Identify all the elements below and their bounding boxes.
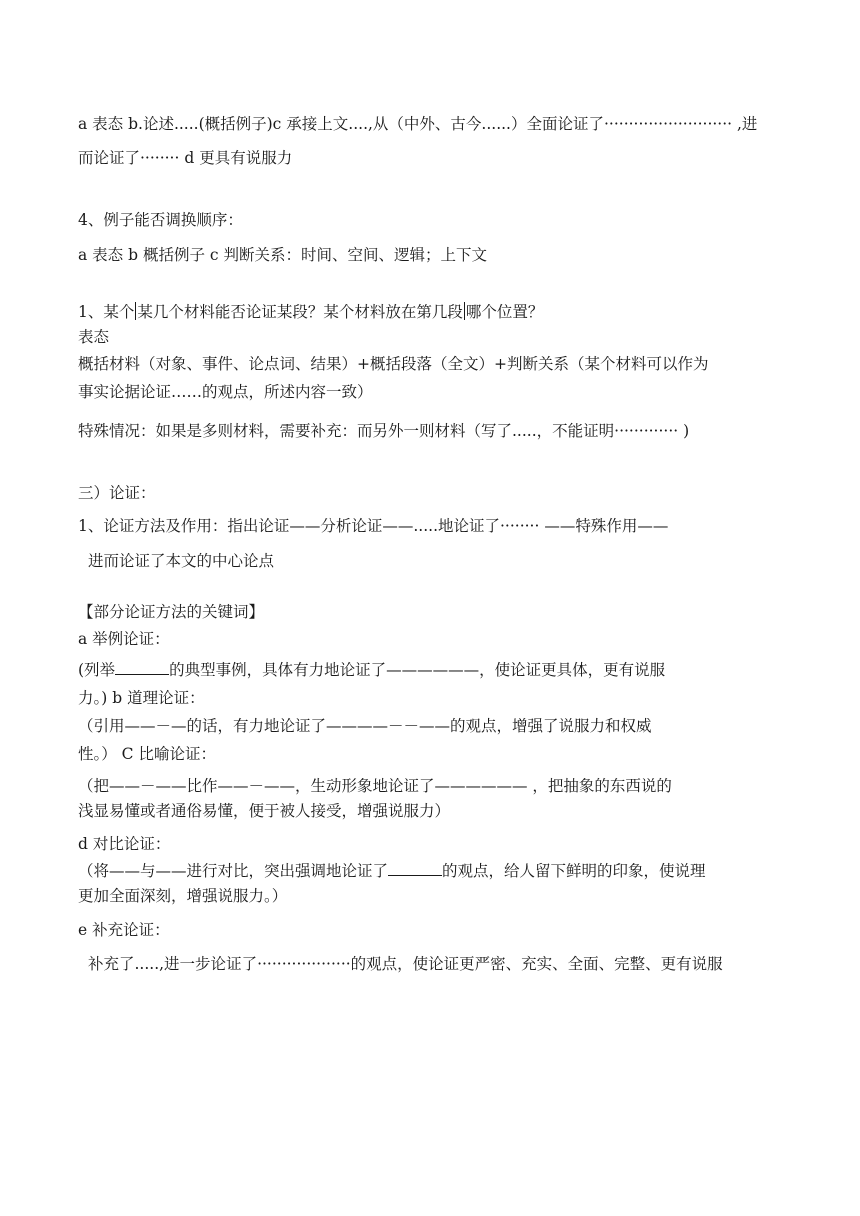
- text-line: [78, 660, 665, 680]
- text-line: a 表态 b.论述.....(概括例子)c 承接上文....,从（中外、古今......）全面论证了·························· ,进: [78, 115, 758, 133]
- method-title: d 对比论证：: [78, 835, 171, 853]
- text-line: （把——－——比作——－——，生动形象地论证了—————— ，把抽象的东西说的: [78, 777, 672, 795]
- text-line: 概括材料（对象、事件、论点词、结果）+概括段落（全文）+判断关系（某个材料可以作为: [78, 355, 709, 373]
- text-part: 的典型事例，具体有力地论证了——————，使论证更具体，更有说服: [169, 661, 666, 679]
- text-line: 更加全面深刻，增强说服力。）: [78, 887, 288, 905]
- section-title: [78, 302, 543, 322]
- section-heading: 三）论证：: [78, 484, 156, 502]
- text-line: 浅显易懂或者通俗易懂，便于被人接受，增强说服力）: [78, 802, 451, 820]
- fill-blank: [388, 861, 442, 876]
- text-line: [78, 861, 706, 881]
- text-part: （将——与——进行对比，突出强调地论证了: [78, 862, 389, 880]
- method-title: e 补充论证：: [78, 921, 170, 939]
- text-line: 1、论证方法及作用：指出论证——分析论证——.....地论证了········ ——特殊作用——: [78, 517, 669, 535]
- section-title: 4、例子能否调换顺序：: [78, 211, 243, 229]
- text-line: 力。) b 道理论证：: [78, 689, 205, 707]
- fill-blank: [115, 660, 169, 675]
- text-line: 特殊情况：如果是多则材料，需要补充：而另外一则材料（写了.....，不能证明············· ): [78, 422, 690, 440]
- text-line: 性。） C 比喻论证：: [78, 745, 216, 763]
- text-line: 事实论据论证……的观点，所述内容一致）: [78, 383, 373, 401]
- method-title: a 举例论证：: [78, 630, 170, 648]
- text-line: a 表态 b 概括例子 c 判断关系：时间、空间、逻辑；上下文: [78, 246, 487, 264]
- text-line: 表态: [78, 328, 110, 346]
- text-line: 补充了.....,进一步论证了···················的观点，使论证更严密、充实、全面、完整、更有说服: [88, 955, 723, 973]
- title-part: 某几个材料能否论证某段？某个材料放在第几段: [137, 303, 463, 321]
- text-part: 的观点，给人留下鲜明的印象，使说理: [442, 862, 706, 880]
- text-line: （引用——－—的话，有力地论证了————－－——的观点，增强了说服力和权威: [78, 717, 652, 735]
- text-line: 而论证了········ d 更具有说服力: [78, 149, 293, 167]
- title-part: 哪个位置？: [465, 303, 544, 321]
- text-part: (列举: [78, 661, 116, 679]
- divider: [464, 302, 465, 320]
- section-heading: 【部分论证方法的关键词】: [78, 603, 265, 621]
- title-part: 1、某个: [78, 303, 135, 321]
- text-line: 进而论证了本文的中心论点: [88, 552, 275, 570]
